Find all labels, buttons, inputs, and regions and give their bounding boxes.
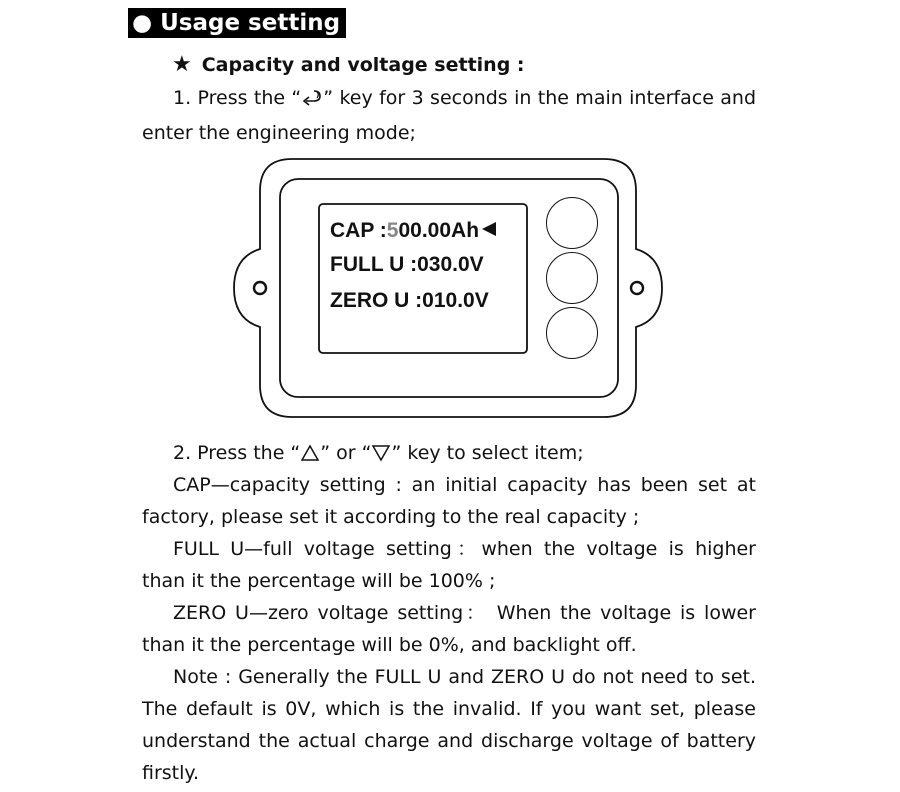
lcd-cap-line: [330, 219, 497, 243]
step-1-paragraph: [142, 82, 756, 149]
full-u-description: [142, 533, 756, 597]
step-2-paragraph: [142, 437, 756, 472]
cap-active-digit: 5: [386, 219, 399, 242]
lcd-zero-line: ZERO U :010.0V: [330, 289, 489, 312]
device-button-2[interactable]: [546, 252, 598, 304]
lcd-screen: [318, 203, 528, 354]
step-2-text-post: ” key to select item;: [391, 442, 584, 464]
subsection-title: Capacity and voltage setting :: [201, 54, 525, 76]
step-1-text-pre: 1. Press the “: [173, 87, 302, 109]
star-icon: ★: [172, 52, 192, 77]
step-2-text-mid: ” or “: [320, 442, 372, 464]
step-1-text-post: ” key for 3 seconds in the main interface and enter the engineering mode;: [142, 87, 756, 144]
device-button-3[interactable]: [546, 307, 598, 359]
full-u-description-text: FULL U—full voltage setting：when the voltage is higher than it the percentage will be 100% ;: [142, 538, 756, 592]
cap-description: [142, 469, 756, 533]
right-mount-hole: [631, 282, 643, 294]
note-paragraph: [142, 661, 756, 789]
zero-u-description-text: ZERO U—zero voltage setting： When the voltage is lower than it the percentage will be 0%, and backlight off.: [142, 602, 756, 656]
section-title: Usage setting :: [160, 10, 358, 36]
left-mount-hole: [254, 282, 266, 294]
cap-description-text: CAP—capacity setting : an initial capacity has been set at factory, please set it according to the real capacity ;: [142, 474, 756, 528]
step-2-text-pre: 2. Press the “: [173, 442, 301, 464]
lcd-full-line: FULL U :030.0V: [330, 253, 484, 276]
section-heading: [128, 8, 358, 38]
zero-u-description: [142, 597, 756, 661]
subsection-heading: [172, 52, 525, 77]
cap-label: CAP :: [330, 219, 387, 242]
device-button-1[interactable]: [546, 197, 598, 249]
cap-value: 00.00Ah: [398, 219, 480, 242]
up-triangle-icon: [300, 440, 320, 472]
enter-key-icon: [301, 85, 323, 117]
down-triangle-icon: [371, 440, 391, 472]
note-text: Note : Generally the FULL U and ZERO U do not need to set. The default is 0V, which is the invalid. If you want set, please understand the actual charge and discharge voltage of battery firstly.: [142, 666, 756, 784]
left-arrow-cursor-icon: [481, 219, 497, 243]
bullet: ●: [132, 10, 153, 36]
